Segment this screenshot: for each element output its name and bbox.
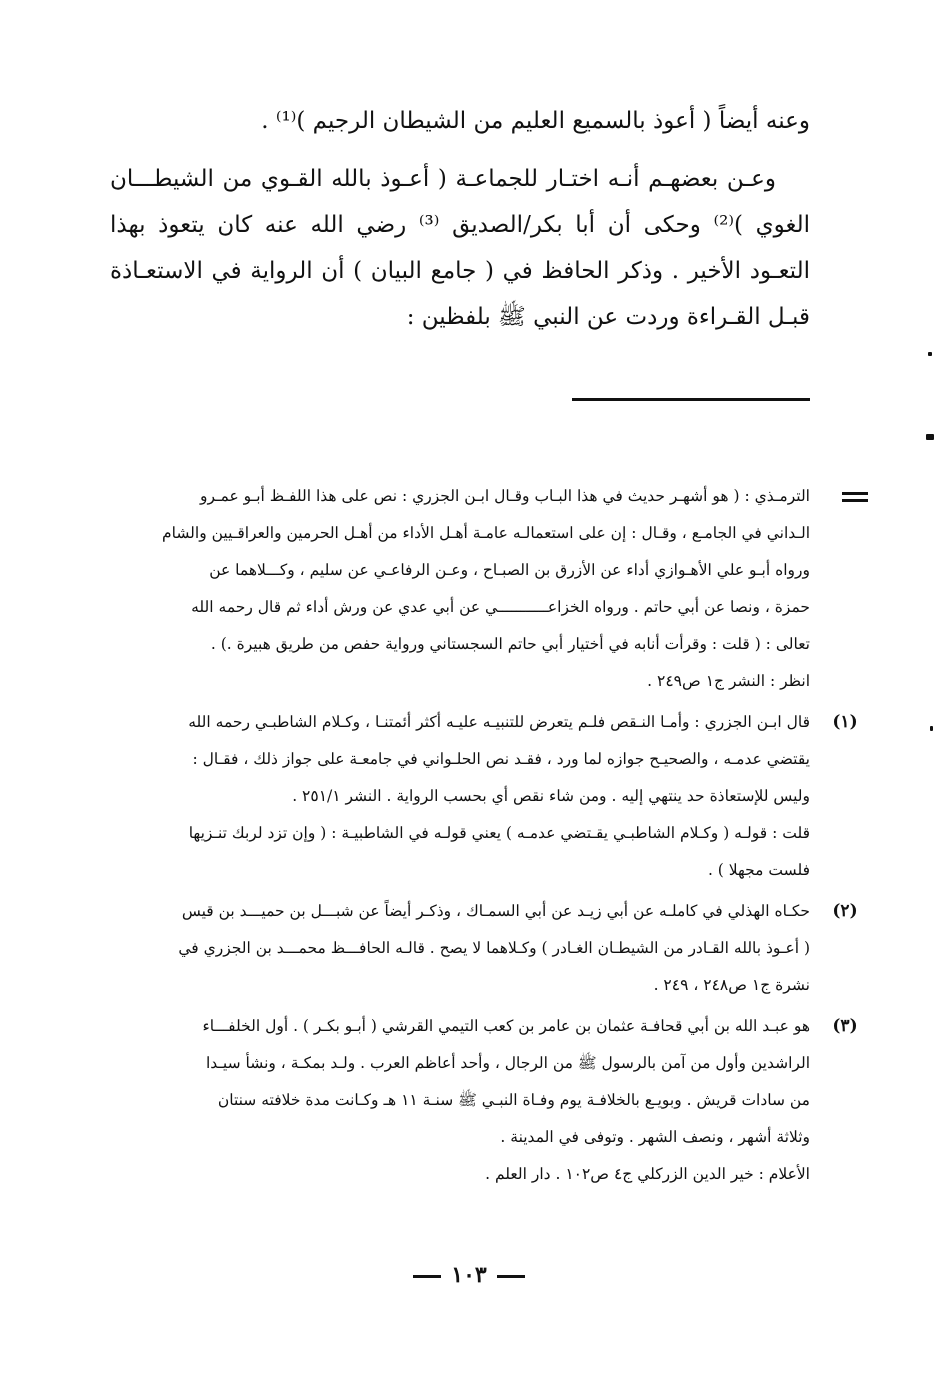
footnote-line: الـداني في الجامـع ، وقـال : إن على استعمالـه عامـة أهـل الأداء من أهـل الحرمين والعراقـيين والشام bbox=[162, 524, 810, 542]
footnote-line: وليس للإستعاذة حد ينتهي إليه . ومن شاء نقص أي بحسب الرواية . النشر ٢٥١/١ . bbox=[292, 787, 810, 805]
footnote-line: قلت : قولـه ( وكـلام الشاطبـي يقـتضي عدمـه ) يعني قولـه في الشاطبيـة : ( وإن تزد لربك تنـزيها bbox=[188, 824, 810, 842]
main-paragraph-2-line: الأخير . وذكر الحافظ في ( جامع البيان ) أن الرواية في الاستعـاذة قبـل القـراءة bbox=[110, 258, 810, 330]
footnote-line: انظر : النشر ج١ ص٢٤٩ . bbox=[647, 672, 810, 690]
footnote-line: الأعلام : خير الدين الزركلي ج٤ ص١٠٢ . دار العلم . bbox=[485, 1165, 810, 1183]
scan-mark bbox=[926, 434, 934, 440]
main-text-block bbox=[110, 98, 810, 340]
footnote-3 bbox=[110, 1008, 858, 1193]
continuation-marker-icon bbox=[842, 492, 868, 502]
footnote-2 bbox=[110, 893, 858, 1004]
main-paragraph-1: وعنه أيضاً ( أعوذ بالسميع العليم من الشيطان الرجيم )⁽¹⁾ . bbox=[261, 108, 810, 134]
dash-decoration bbox=[497, 1275, 525, 1278]
footnote-line: نشرة ج١ ص٢٤٨ ، ٢٤٩ . bbox=[653, 976, 810, 994]
main-paragraph-2 bbox=[110, 156, 810, 340]
footnote-line: حكـاه الهذلي في كاملـه عن أبي زيـد عن أبي السمـاك ، وذكـر أيضاً عن شبـــل بن حميـــد بن قيس bbox=[181, 902, 810, 920]
scan-mark bbox=[930, 726, 933, 731]
footnote-line: من سادات قريش . وبويـع بالخلافـة يوم وفـاة النبـي ﷺ سنـة ١١ هـ وكـانت مدة خلافته سنتان bbox=[217, 1091, 810, 1109]
dash-decoration bbox=[413, 1275, 441, 1278]
main-paragraph-2-line: الغوي )⁽²⁾ وحكى أن أبا بكر/الصديق ⁽³⁾ رضي الله عنه كان يتعوذ بهذا التعـود bbox=[110, 212, 811, 284]
footnote-divider bbox=[572, 398, 810, 401]
footnote-line: يقتضي عدمـه ، والصحيـح جوازه لما ورد ، فقـد نص الحلـواني في جامعـة على جواز ذلك ، فقـال : bbox=[192, 750, 810, 768]
footnote-line: تعالى : ( قلت : وقرأت أنابه في أختيار أبي حاتم السجستاني ورواية حفص من طريق هبيرة .) . bbox=[210, 635, 810, 653]
footnotes-block bbox=[110, 478, 858, 1197]
footnote-line: فلست مجهلا ) . bbox=[707, 861, 810, 879]
scan-mark bbox=[928, 352, 932, 356]
main-paragraph-2-line: وعـن بعضهـم أنـه اختـار للجماعـة ( أعـوذ بالله القـوي من الشيطـــان bbox=[110, 166, 776, 192]
footnote-line: قال ابـن الجزري : وأمـا النـقص فلـم يتعرض للتنبيـه عليـه أكثر أئمتنـا ، وكـلام الشاطبـي رحمه الله bbox=[188, 713, 810, 731]
footnote-marker: (١) bbox=[832, 712, 858, 732]
footnote-line: ورواه أبـو علي الأهـوازي أداء عن الأزرق بن الصبـاح ، وعـن الرفاعـي عن سليم ، وكـــلاهما عن bbox=[209, 561, 810, 579]
footnote-marker: (٣) bbox=[832, 1016, 858, 1036]
page-number-value: ١٠٣ bbox=[451, 1262, 487, 1288]
footnote-line: الراشدين وأول من آمن بالرسول ﷺ من الرجال ، وأحد أعاظم العرب . ولـد بمكـة ، ونشأ سيـدا bbox=[205, 1054, 810, 1072]
main-paragraph-2-line: وردت عن النبي ﷺ بلفظين : bbox=[406, 304, 680, 330]
footnote-marker: (٢) bbox=[832, 901, 858, 921]
footnote-line: حمزة ، ونصا عن أبي حاتم . ورواه الخزاعـــــــــــي عن أبي عدي عن ورش أداء ثم قال رحمه الله bbox=[191, 598, 810, 616]
footnote-continuation bbox=[110, 478, 810, 700]
footnote-1 bbox=[110, 704, 858, 889]
footnote-line: الترمـذي : ( هو أشهـر حديث في هذا البـاب وقـال ابـن الجزري : نص على هذا اللفـظ أبـو عمـرو bbox=[199, 487, 810, 505]
footnote-line: هو عبـد الله بن أبي قحافـة عثمان بن عامر بن كعب التيمي القرشي ( أبـو بكـر ) . أول الخلفـــاء bbox=[202, 1017, 810, 1035]
footnote-line: وثلاثة أشهر ، ونصف الشهر . وتوفى في المدينة . bbox=[500, 1128, 810, 1146]
footnote-line: ( أعـوذ بالله القـادر من الشيطـان الغـادر ) وكـلاهما لا يصح . قالـه الحافـــظ محمـــد بن الجزري في bbox=[178, 939, 810, 957]
page-number bbox=[0, 1262, 938, 1288]
